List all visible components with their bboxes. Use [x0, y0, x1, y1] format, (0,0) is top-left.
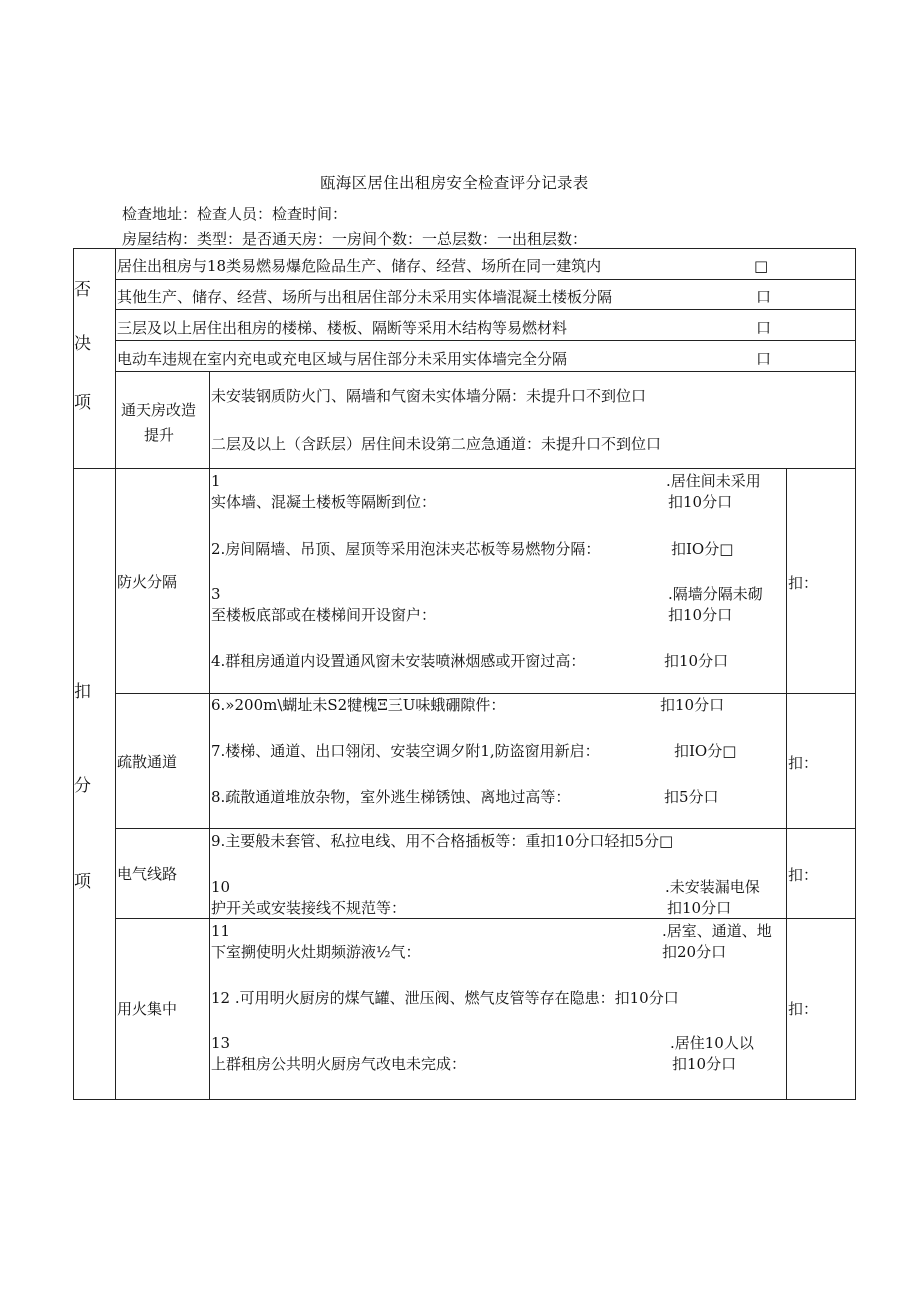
veto-item-text: 三层及以上居住出租房的楼梯、楼板、隔断等采用木结构等易燃材料: [117, 319, 568, 337]
item-line: 7.楼梯、通道、出口翎闭、安装空调夕附1,防盗窗用新启：: [211, 742, 600, 760]
item-score[interactable]: 扣IO分□: [671, 540, 734, 558]
item-line-right: .居住10人以: [670, 1034, 754, 1052]
item-line-right: .居住间未采用: [666, 472, 761, 490]
deduct-label-char: 分: [74, 776, 91, 796]
item-line: 13: [211, 1034, 231, 1052]
deduct-field[interactable]: 扣：: [788, 754, 819, 772]
header-line-2: 房屋结构：类型：是否通天房：一房间个数：一总层数：一出租层数：: [122, 230, 588, 248]
item-line-right: .居室、通道、地: [662, 922, 772, 940]
veto-item-text: 其他生产、储存、经营、场所与出租居住部分未采用实体墙混凝土楼板分隔: [117, 288, 613, 306]
item-line: 至楼板底部或在楼梯间开设窗户：: [211, 606, 437, 624]
item-score[interactable]: 扣10分口: [668, 606, 733, 624]
veto-label-char: 决: [74, 334, 91, 354]
item-line: 6.»200m\蝴址未S2犍槐Ξ三U味蛾硼隙件：: [211, 696, 506, 714]
tongtian-label: 通天房改造: [121, 401, 197, 419]
item-line: 护开关或安装接线不规范等：: [211, 899, 407, 917]
item-score[interactable]: 扣10分口: [667, 899, 732, 917]
item-line: 实体墙、混凝土楼板等隔断到位：: [211, 493, 437, 511]
veto-checkbox[interactable]: □: [754, 257, 769, 275]
tongtian-item: 未安装钢质防火门、隔墙和气窗未实体墙分隔：未提升口不到位口: [211, 387, 647, 405]
item-line: 3: [211, 585, 221, 603]
item-line: 10: [211, 878, 231, 896]
item-line: 9.主要般未套管、私拉电线、用不合格插板等：重扣10分口轻扣5分□: [211, 832, 674, 850]
section-name: 防火分隔: [117, 573, 178, 591]
item-score[interactable]: 扣10分口: [668, 493, 733, 511]
tongtian-item: 二层及以上（含跃层）居住间未设第二应急通道：未提升口不到位口: [211, 435, 662, 453]
deduct-field[interactable]: 扣：: [788, 1000, 819, 1018]
item-score[interactable]: 扣10分口: [664, 652, 729, 670]
item-line: 上群租房公共明火厨房气改电未完成：: [211, 1055, 467, 1073]
item-score[interactable]: 扣IO分□: [674, 742, 737, 760]
item-line: 2.房间隔墙、吊顶、屋顶等采用泡沫夹芯板等易燃物分隔：: [211, 540, 601, 558]
deduct-label-char: 扣: [74, 682, 91, 702]
item-line-right: .未安装漏电保: [665, 878, 760, 896]
item-score[interactable]: 扣20分口: [662, 943, 727, 961]
tongtian-label: 提升: [144, 426, 175, 444]
item-score[interactable]: 扣10分口: [672, 1055, 737, 1073]
section-name: 疏散通道: [117, 753, 178, 771]
item-line: 4.群租房通道内设置通风窗未安装喷淋烟感或开窗过高：: [211, 652, 586, 670]
veto-label-char: 项: [74, 393, 91, 413]
deduct-label-char: 项: [74, 872, 91, 892]
section-name: 用火集中: [117, 1000, 178, 1018]
item-line: 下室搠使明火灶期频游液½气：: [211, 943, 421, 961]
page-title: 瓯海区居住出租房安全检查评分记录表: [320, 174, 589, 192]
section-name: 电气线路: [117, 865, 178, 883]
veto-label-char: 否: [74, 280, 91, 300]
veto-checkbox[interactable]: 口: [756, 350, 772, 368]
item-line: 8.疏散通道堆放杂物，室外逃生梯锈蚀、离地过高等：: [211, 788, 571, 806]
deduct-field[interactable]: 扣：: [788, 866, 819, 884]
item-score[interactable]: 扣10分口: [660, 696, 725, 714]
deduct-field[interactable]: 扣：: [788, 574, 819, 592]
item-line: 12 .可用明火厨房的煤气罐、泄压阀、燃气皮管等存在隐患：扣10分口: [211, 989, 679, 1007]
veto-item-text: 居住出租房与18类易燃易爆危险品生产、储存、经营、场所在同一建筑内: [117, 257, 602, 275]
veto-checkbox[interactable]: 口: [756, 288, 772, 306]
item-score[interactable]: 扣5分口: [664, 788, 719, 806]
header-line-1: 检查地址：检查人员：检查时间：: [122, 205, 348, 223]
veto-checkbox[interactable]: 口: [756, 319, 772, 337]
item-line: 11: [211, 922, 231, 940]
item-line-right: .隔墙分隔未砌: [668, 585, 763, 603]
veto-item-text: 电动车违规在室内充电或充电区域与居住部分未采用实体墙完全分隔: [117, 350, 568, 368]
item-line: 1: [211, 472, 221, 490]
